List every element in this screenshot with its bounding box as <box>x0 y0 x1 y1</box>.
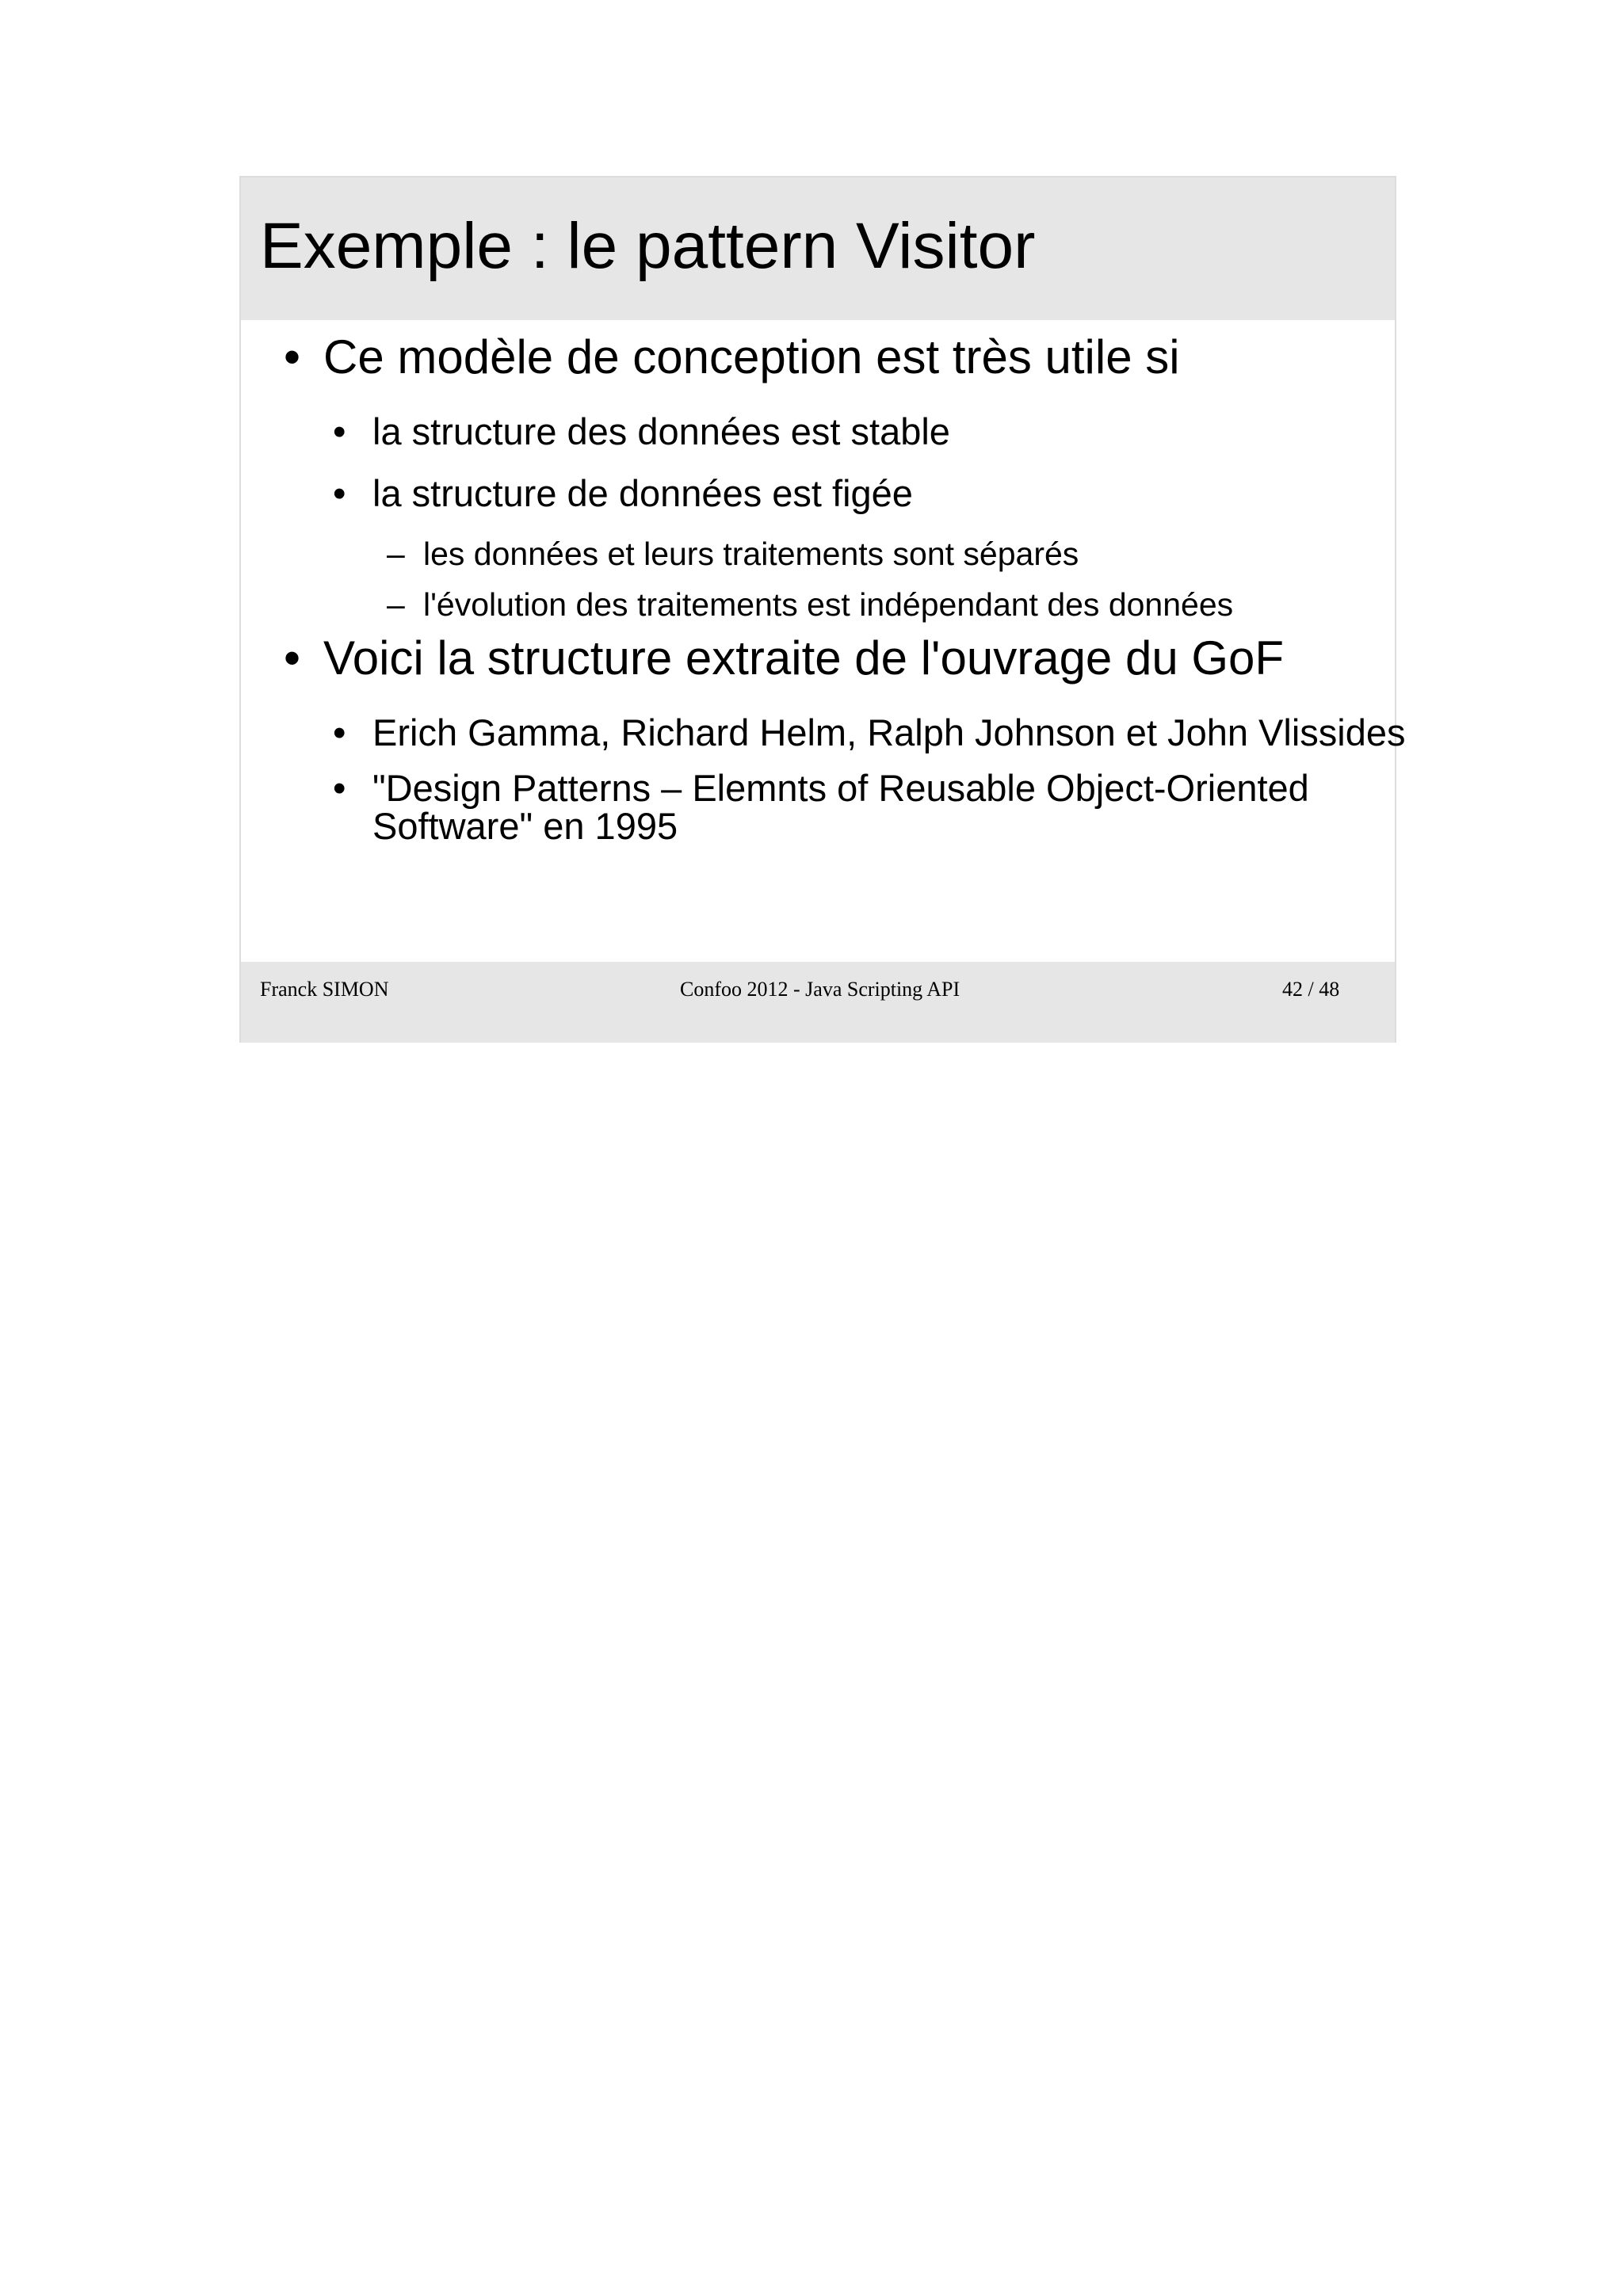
bullet-text: "Design Patterns – Elemnts of Reusable Object-Oriented <box>372 767 1309 809</box>
slide-header <box>241 177 1395 320</box>
slide-footer <box>241 962 1395 1043</box>
bullet-marker: • <box>333 767 346 809</box>
bullet-marker: • <box>333 711 346 753</box>
dash-marker: – <box>387 536 405 572</box>
bullet-text: Ce modèle de conception est très utile si <box>323 330 1180 383</box>
slide-title: Exemple : le pattern Visitor <box>260 210 1036 282</box>
bullet-marker: • <box>284 330 301 383</box>
footer-page-number: 42 / 48 <box>1282 978 1340 1001</box>
dash-text: l'évolution des traitements est indépendant des données <box>423 586 1234 623</box>
dash-marker: – <box>387 586 405 623</box>
bullet-text: la structure des données est stable <box>372 410 950 452</box>
dash-text: les données et leurs traitements sont séparés <box>423 536 1079 572</box>
bullet-text: Erich Gamma, Richard Helm, Ralph Johnson et John Vlissides <box>372 711 1406 753</box>
bullet-marker: • <box>333 472 346 514</box>
bullet-text: Software" en 1995 <box>372 805 678 847</box>
slide-body <box>241 320 1406 962</box>
slide <box>239 176 1406 1043</box>
footer-event: Confoo 2012 - Java Scripting API <box>680 978 960 1001</box>
bullet-text: la structure de données est figée <box>372 472 913 514</box>
bullet-marker: • <box>333 410 346 452</box>
bullet-text: Voici la structure extraite de l'ouvrage du GoF <box>323 631 1285 685</box>
bullet-marker: • <box>284 631 301 685</box>
footer-author: Franck SIMON <box>260 978 389 1001</box>
